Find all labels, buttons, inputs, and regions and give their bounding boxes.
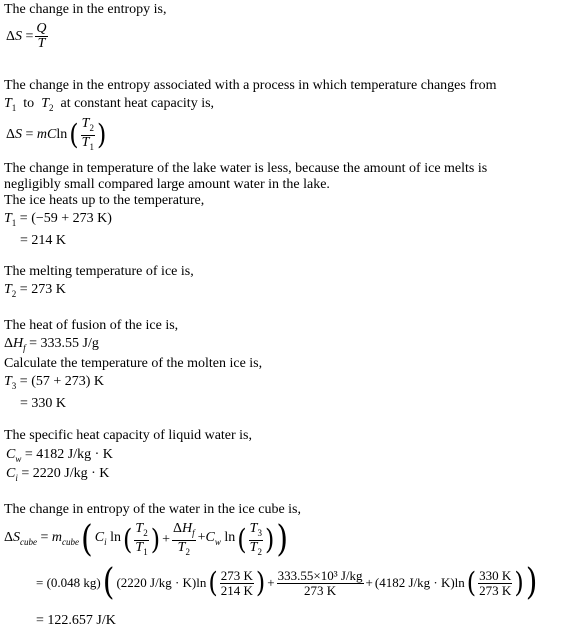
entropy-result: = 122.657 J/K [36,613,116,628]
process-text-2: $T_1$ to $T_2$ at constant heat capacity is, [4,96,215,113]
entropy-substitution: = (0.048 kg) ( (2220 J/kg · K)ln ( $\frac{273 K}{214 K}$ ) + $\frac{\text{333.55×10³ J/kg}}{273 K}$ + (4182 J/kg · K)ln ( $\frac{330 K}{273 K}$ ) ) [36,561,538,604]
specific-heat-text: The specific heat capacity of liquid water is, [4,428,253,443]
ice-heat-text: The ice heats up to the temperature, [4,193,205,208]
process-text: The change in the entropy associated with a process in which temperature changes from [4,78,497,93]
melting-text: The melting temperature of ice is, [4,264,194,279]
t1-value: = 214 K [20,233,67,248]
ice-cube-text: The change in entropy of the water in the ice cube is, [4,502,301,517]
intro-text: The change in the entropy is, [4,2,167,17]
entropy-heat-capacity-formula: ΔS = mCln ( $\frac{T_2}{T_1}$ ) [6,116,107,152]
t3-value: = 330 K [20,396,67,411]
lake-text-2: negligibly small compared large amount water in the lake. [4,177,330,192]
ice-cube-entropy-formula: $\Delta S_{cube} = m_{cube}$ ( $C_i$ ln ( $\frac{T_2}{T_1}$ ) + $\frac{\Delta H_f}{T_2}$ $+C_w$ ln ( $\frac{T_3}{T_2}$ ) ) [4,518,289,561]
t3-expression: $T_3 = (57 + 273)$ K [4,374,105,391]
ci-value: $C_i = 2220$ J/kg · K [6,466,110,483]
t1-expression: $T_1 = (-59 + 273$ K) [4,211,112,228]
entropy-formula: ΔS = $\frac{Q}{T}$ [6,21,47,51]
lake-text-1: The change in temperature of the lake water is less, because the amount of ice melts is [4,161,488,176]
cw-value: $C_w = 4182$ J/kg · K [6,447,113,464]
fusion-text: The heat of fusion of the ice is, [4,318,179,333]
hf-value: $\Delta H_f = 333.55$ J/g [4,336,99,353]
molten-text: Calculate the temperature of the molten ice is, [4,356,263,371]
t2-value: $T_2 = 273$ K [4,282,66,299]
